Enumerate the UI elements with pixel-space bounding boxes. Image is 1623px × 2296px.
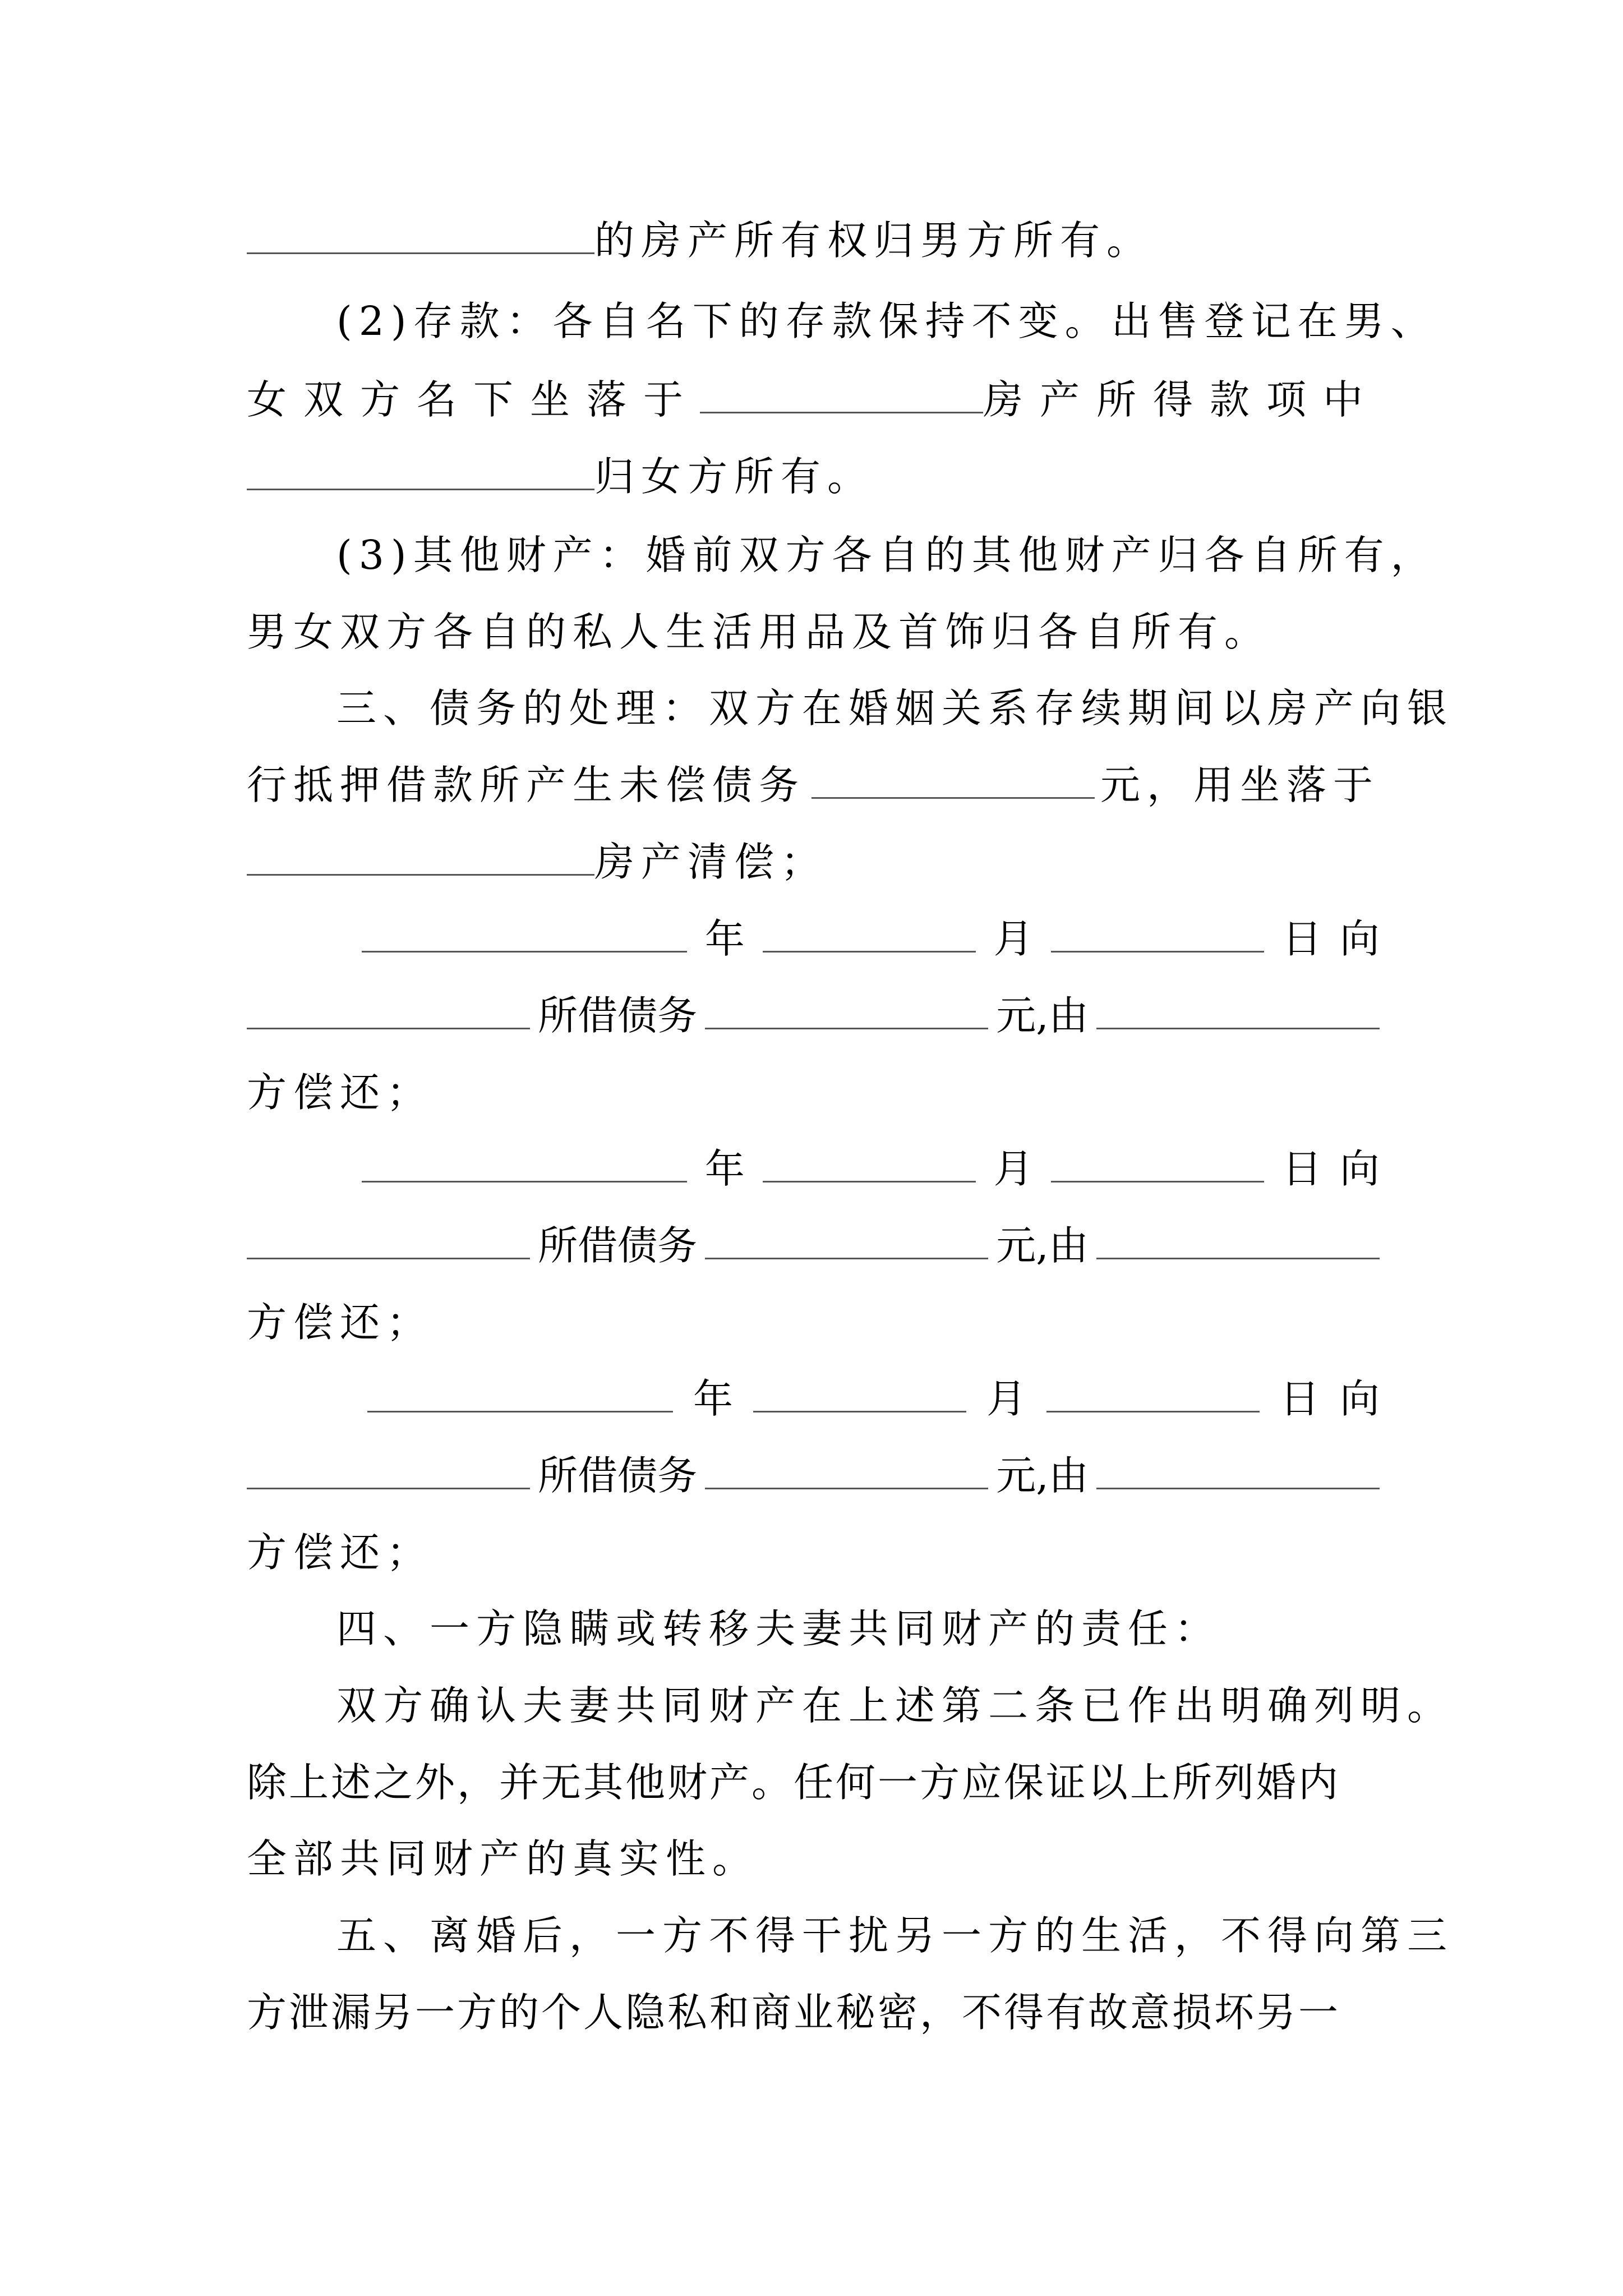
line-text: 元，用坐落于	[1100, 762, 1380, 808]
borrowed-label: 所借债务	[538, 1452, 698, 1499]
blank-field	[705, 1245, 988, 1259]
day-label: 日	[1282, 915, 1322, 962]
text-line	[336, 669, 1454, 748]
borrowed-label: 所借债务	[538, 992, 698, 1039]
year-label: 年	[704, 915, 745, 962]
debt-amount-line	[247, 977, 1380, 1055]
text-line	[247, 438, 1380, 516]
blank-field	[700, 399, 983, 413]
line-text: 房产所得款项中	[983, 376, 1380, 423]
repay-label: 方偿还；	[247, 1069, 434, 1116]
blank-field	[247, 1245, 530, 1259]
to-label: 向	[1339, 915, 1380, 962]
line-text: 三、债务的处理：双方在婚姻关系存续期间以房产向银	[336, 685, 1454, 731]
day-label: 日	[1282, 1145, 1322, 1192]
day-label: 日	[1279, 1375, 1320, 1422]
year-label: 年	[704, 1145, 745, 1192]
month-label: 月	[986, 1375, 1026, 1422]
text-line	[247, 1973, 1380, 2052]
text-line	[247, 201, 1380, 280]
debt-amount-line	[247, 1437, 1380, 1515]
line-text: 双方确认夫妻共同财产在上述第二条已作出明确列明。	[336, 1682, 1454, 1729]
line-text: 的房产所有权归男方所有。	[594, 217, 1154, 264]
blank-field	[763, 1168, 976, 1182]
blank-field	[763, 938, 976, 953]
line-text: 房产清偿；	[594, 839, 828, 885]
to-label: 向	[1339, 1145, 1380, 1192]
line-text: 男女双方各自的私人生活用品及首饰归各自所有。	[247, 609, 1271, 655]
line-text: 四、一方隐瞒或转移夫妻共同财产的责任：	[336, 1605, 1221, 1652]
text-line	[247, 823, 1380, 901]
text-line	[247, 1820, 1380, 1898]
line-text: (3)其他财产：婚前双方各自的其他财产归各自所有，	[336, 532, 1437, 578]
text-line	[336, 282, 1437, 361]
yuan-by-label: 元,由	[996, 1222, 1089, 1269]
text-line	[247, 1743, 1380, 1822]
yuan-by-label: 元,由	[996, 992, 1089, 1039]
line-text: 除上述之外，并无其他财产。任何一方应保证以上所列婚内	[247, 1759, 1341, 1806]
year-label: 年	[693, 1375, 733, 1422]
blank-field	[247, 1475, 530, 1489]
text-line	[247, 1053, 1380, 1132]
blank-field	[1096, 1475, 1380, 1489]
repay-label: 方偿还；	[247, 1529, 434, 1576]
line-text: 方泄漏另一方的个人隐私和商业秘密，不得有故意损坏另一	[247, 1989, 1341, 2036]
line-text: 归女方所有。	[594, 453, 874, 500]
blank-field	[1096, 1245, 1380, 1259]
blank-field	[247, 1015, 530, 1029]
text-line	[336, 1897, 1454, 1975]
blank-field	[705, 1475, 988, 1489]
line-text: 女双方名下坐落于	[247, 376, 700, 423]
blank-field	[1051, 1168, 1264, 1182]
text-line	[247, 361, 1380, 439]
text-line	[247, 1283, 1380, 1362]
blank-field	[247, 240, 594, 254]
blank-field	[367, 1398, 673, 1412]
line-text: (2)存款：各自名下的存款保持不变。出售登记在男、	[336, 298, 1437, 344]
line-text: 行抵押借款所产生未偿债务	[247, 762, 806, 808]
text-line	[336, 1667, 1454, 1745]
borrowed-label: 所借债务	[538, 1222, 698, 1269]
line-text: 全部共同财产的真实性。	[247, 1835, 759, 1882]
repay-label: 方偿还；	[247, 1299, 434, 1346]
to-label: 向	[1339, 1375, 1380, 1422]
section-heading	[336, 1590, 1380, 1668]
blank-field	[247, 862, 594, 876]
debt-amount-line	[247, 1207, 1380, 1285]
blank-field	[811, 785, 1095, 799]
text-line	[247, 746, 1380, 825]
blank-field	[753, 1398, 966, 1412]
debt-date-line	[362, 900, 1380, 978]
text-line	[247, 593, 1380, 671]
blank-field	[1046, 1398, 1260, 1412]
text-line	[336, 516, 1437, 595]
month-label: 月	[993, 915, 1034, 962]
blank-field	[705, 1015, 988, 1029]
text-line	[247, 1513, 1380, 1592]
blank-field	[362, 938, 687, 953]
blank-field	[247, 476, 594, 490]
month-label: 月	[993, 1145, 1034, 1192]
debt-date-line	[367, 1360, 1380, 1438]
line-text: 五、离婚后，一方不得干扰另一方的生活，不得向第三	[336, 1912, 1454, 1959]
debt-date-line	[362, 1130, 1380, 1208]
yuan-by-label: 元,由	[996, 1452, 1089, 1499]
blank-field	[362, 1168, 687, 1182]
blank-field	[1051, 938, 1264, 953]
blank-field	[1096, 1015, 1380, 1029]
